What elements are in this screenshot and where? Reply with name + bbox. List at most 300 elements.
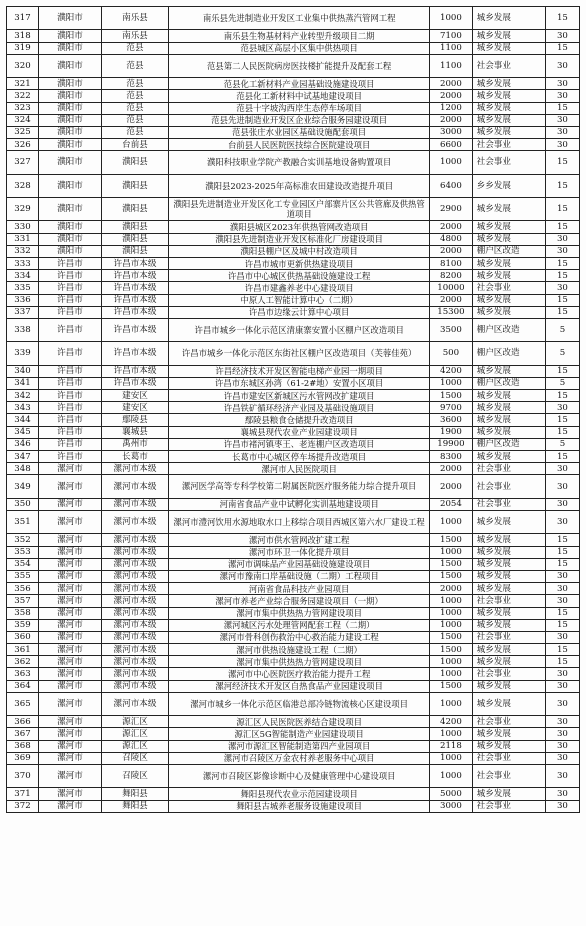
table-row <box>7 414 580 426</box>
years-cell: 30 <box>545 740 579 752</box>
county-cell: 源汇区 <box>101 740 168 752</box>
amount-cell: 2118 <box>430 740 472 752</box>
row-number: 353 <box>7 546 39 558</box>
category-cell: 城乡发展 <box>472 198 545 221</box>
table-row <box>7 114 580 126</box>
county-cell: 许昌市本级 <box>101 282 168 294</box>
county-cell: 漯河市本级 <box>101 668 168 680</box>
years-cell: 15 <box>545 306 579 318</box>
table-row <box>7 451 580 463</box>
project-name-cell: 漯河市澧河饮用水源地取水口上移综合项目西城区第六水厂建设工程 <box>169 511 430 534</box>
category-cell: 城乡发展 <box>472 607 545 619</box>
project-name-cell: 河南省食品产业中试孵化实训基地建设项目 <box>169 498 430 510</box>
amount-cell: 4800 <box>430 233 472 245</box>
category-cell: 城乡发展 <box>472 270 545 282</box>
category-cell: 城乡发展 <box>472 365 545 377</box>
table-row <box>7 607 580 619</box>
years-cell: 30 <box>545 498 579 510</box>
category-cell: 城乡发展 <box>472 534 545 546</box>
table-row <box>7 788 580 800</box>
project-name-cell: 漯河市环卫一体化提升项目 <box>169 546 430 558</box>
years-cell: 15 <box>545 365 579 377</box>
row-number: 371 <box>7 788 39 800</box>
row-number: 343 <box>7 402 39 414</box>
city-cell: 濮阳市 <box>39 198 102 221</box>
category-cell: 社会事业 <box>472 151 545 174</box>
amount-cell: 1000 <box>430 377 472 389</box>
county-cell: 范县 <box>101 102 168 114</box>
amount-cell: 8100 <box>430 258 472 270</box>
years-cell: 15 <box>545 451 579 463</box>
table-row <box>7 102 580 114</box>
table-row <box>7 342 580 365</box>
county-cell: 漯河市本级 <box>101 583 168 595</box>
category-cell: 社会事业 <box>472 139 545 151</box>
table-row <box>7 174 580 197</box>
city-cell: 漯河市 <box>39 607 102 619</box>
county-cell: 漯河市本级 <box>101 534 168 546</box>
years-cell: 30 <box>545 475 579 498</box>
category-cell: 棚户区改造 <box>472 377 545 389</box>
category-cell: 城乡发展 <box>472 570 545 582</box>
city-cell: 漯河市 <box>39 546 102 558</box>
amount-cell: 1100 <box>430 54 472 77</box>
city-cell: 濮阳市 <box>39 102 102 114</box>
amount-cell: 2000 <box>430 78 472 90</box>
category-cell: 社会事业 <box>472 282 545 294</box>
amount-cell: 3000 <box>430 126 472 138</box>
row-number: 364 <box>7 680 39 692</box>
amount-cell: 2000 <box>430 90 472 102</box>
table-row <box>7 126 580 138</box>
years-cell: 5 <box>545 438 579 450</box>
project-name-cell: 漯河市城乡一体化示范区临港总部冷链物流核心区建设项目 <box>169 692 430 715</box>
project-name-cell: 鄢陵县粮食仓储提升改造项目 <box>169 414 430 426</box>
county-cell: 召陵区 <box>101 764 168 787</box>
years-cell: 15 <box>545 414 579 426</box>
category-cell: 城乡发展 <box>472 511 545 534</box>
city-cell: 漯河市 <box>39 644 102 656</box>
years-cell: 30 <box>545 716 579 728</box>
row-number: 352 <box>7 534 39 546</box>
years-cell: 30 <box>545 54 579 77</box>
city-cell: 许昌市 <box>39 377 102 389</box>
county-cell: 范县 <box>101 78 168 90</box>
city-cell: 漯河市 <box>39 631 102 643</box>
city-cell: 漯河市 <box>39 475 102 498</box>
years-cell: 15 <box>545 258 579 270</box>
table-row <box>7 740 580 752</box>
years-cell: 30 <box>545 728 579 740</box>
category-cell: 社会事业 <box>472 631 545 643</box>
project-name-cell: 许昌铁矿循环经济产业园及基础设施项目 <box>169 402 430 414</box>
row-number: 347 <box>7 451 39 463</box>
project-name-cell: 濮阳县先进制造业开发区标准化厂房建设项目 <box>169 233 430 245</box>
project-name-cell: 中原人工智能计算中心（二期） <box>169 294 430 306</box>
amount-cell: 6400 <box>430 174 472 197</box>
amount-cell: 1000 <box>430 728 472 740</box>
project-name-cell: 漯河市供水管网改扩建工程 <box>169 534 430 546</box>
years-cell: 5 <box>545 377 579 389</box>
row-number: 332 <box>7 245 39 257</box>
table-row <box>7 656 580 668</box>
project-name-cell: 范县张庄水业园区基础设施配套项目 <box>169 126 430 138</box>
row-number: 365 <box>7 692 39 715</box>
table-row <box>7 139 580 151</box>
amount-cell: 1500 <box>430 680 472 692</box>
project-name-cell: 许昌市城乡一体化示范区东街社区棚户区改造项目（芙蓉佳苑） <box>169 342 430 365</box>
amount-cell: 2000 <box>430 463 472 475</box>
project-name-cell: 范县十字坡沟西岸生态停车场项目 <box>169 102 430 114</box>
project-name-cell: 许昌市褚河镇枣王、老连棚户区改造项目 <box>169 438 430 450</box>
row-number: 357 <box>7 595 39 607</box>
category-cell: 城乡发展 <box>472 78 545 90</box>
table-row <box>7 558 580 570</box>
table-row <box>7 294 580 306</box>
row-number: 333 <box>7 258 39 270</box>
category-cell: 城乡发展 <box>472 558 545 570</box>
category-cell: 社会事业 <box>472 800 545 812</box>
amount-cell: 4200 <box>430 365 472 377</box>
row-number: 340 <box>7 365 39 377</box>
category-cell: 城乡发展 <box>472 426 545 438</box>
row-number: 327 <box>7 151 39 174</box>
years-cell: 30 <box>545 282 579 294</box>
table-row <box>7 475 580 498</box>
table-row <box>7 258 580 270</box>
amount-cell: 1000 <box>430 619 472 631</box>
city-cell: 濮阳市 <box>39 114 102 126</box>
amount-cell: 1000 <box>430 151 472 174</box>
category-cell: 城乡发展 <box>472 740 545 752</box>
city-cell: 濮阳市 <box>39 42 102 54</box>
county-cell: 建安区 <box>101 402 168 414</box>
county-cell: 舞阳县 <box>101 800 168 812</box>
amount-cell: 1000 <box>430 7 472 30</box>
row-number: 339 <box>7 342 39 365</box>
county-cell: 范县 <box>101 54 168 77</box>
county-cell: 南乐县 <box>101 30 168 42</box>
project-name-cell: 漯河市召陵区影像诊断中心及健康管理中心建设项目 <box>169 764 430 787</box>
category-cell: 城乡发展 <box>472 390 545 402</box>
table-row <box>7 438 580 450</box>
city-cell: 漯河市 <box>39 740 102 752</box>
project-name-cell: 范县化工新材料产业园基础设施建设项目 <box>169 78 430 90</box>
table-row <box>7 151 580 174</box>
project-name-cell: 濮阳县先进制造业开发区化工专业园区户部寨片区公共管廊及供热管道项目 <box>169 198 430 221</box>
amount-cell: 1500 <box>430 631 472 643</box>
county-cell: 许昌市本级 <box>101 318 168 341</box>
category-cell: 城乡发展 <box>472 619 545 631</box>
amount-cell: 1200 <box>430 102 472 114</box>
city-cell: 濮阳市 <box>39 90 102 102</box>
category-cell: 社会事业 <box>472 595 545 607</box>
years-cell: 30 <box>545 463 579 475</box>
years-cell: 30 <box>545 126 579 138</box>
county-cell: 濮阳县 <box>101 245 168 257</box>
amount-cell: 1000 <box>430 546 472 558</box>
years-cell: 30 <box>545 233 579 245</box>
project-name-cell: 许昌经济技术开发区智能电梯产业园一期项目 <box>169 365 430 377</box>
city-cell: 漯河市 <box>39 692 102 715</box>
years-cell: 30 <box>545 583 579 595</box>
category-cell: 城乡发展 <box>472 102 545 114</box>
project-name-cell: 许昌市建安区新城区污水管网改扩建项目 <box>169 390 430 402</box>
years-cell: 30 <box>545 78 579 90</box>
city-cell: 濮阳市 <box>39 245 102 257</box>
city-cell: 许昌市 <box>39 414 102 426</box>
amount-cell: 3600 <box>430 414 472 426</box>
amount-cell: 1000 <box>430 752 472 764</box>
amount-cell: 1000 <box>430 656 472 668</box>
row-number: 319 <box>7 42 39 54</box>
project-name-cell: 漯河市召陵区万金农村养老服务中心项目 <box>169 752 430 764</box>
category-cell: 社会事业 <box>472 716 545 728</box>
county-cell: 濮阳县 <box>101 233 168 245</box>
row-number: 367 <box>7 728 39 740</box>
project-name-cell: 南乐县生物基材料产业转型升级项目二期 <box>169 30 430 42</box>
years-cell: 15 <box>545 151 579 174</box>
row-number: 351 <box>7 511 39 534</box>
project-name-cell: 许昌市建鑫养老中心建设项目 <box>169 282 430 294</box>
table-row <box>7 534 580 546</box>
city-cell: 漯河市 <box>39 668 102 680</box>
county-cell: 台前县 <box>101 139 168 151</box>
category-cell: 社会事业 <box>472 475 545 498</box>
city-cell: 许昌市 <box>39 402 102 414</box>
project-name-cell: 漯河市调味品产业园基础设施建设项目 <box>169 558 430 570</box>
city-cell: 濮阳市 <box>39 139 102 151</box>
table-row <box>7 716 580 728</box>
county-cell: 许昌市本级 <box>101 258 168 270</box>
city-cell: 漯河市 <box>39 752 102 764</box>
amount-cell: 1000 <box>430 595 472 607</box>
amount-cell: 1000 <box>430 692 472 715</box>
category-cell: 城乡发展 <box>472 7 545 30</box>
project-name-cell: 漯河市中心医院医疗救治能力提升工程 <box>169 668 430 680</box>
project-name-cell: 舞阳县现代农业示范园建设项目 <box>169 788 430 800</box>
amount-cell: 19900 <box>430 438 472 450</box>
table-row <box>7 78 580 90</box>
project-name-cell: 范县先进制造业开发区企业综合服务园建设项目 <box>169 114 430 126</box>
category-cell: 社会事业 <box>472 752 545 764</box>
years-cell: 15 <box>545 607 579 619</box>
row-number: 337 <box>7 306 39 318</box>
amount-cell: 8200 <box>430 270 472 282</box>
years-cell: 30 <box>545 800 579 812</box>
amount-cell: 2000 <box>430 221 472 233</box>
category-cell: 城乡发展 <box>472 680 545 692</box>
category-cell: 棚户区改造 <box>472 245 545 257</box>
table-row <box>7 680 580 692</box>
county-cell: 许昌市本级 <box>101 270 168 282</box>
project-name-cell: 襄城县现代农业产业园建设项目 <box>169 426 430 438</box>
row-number: 334 <box>7 270 39 282</box>
category-cell: 社会事业 <box>472 54 545 77</box>
years-cell: 15 <box>545 558 579 570</box>
years-cell: 30 <box>545 114 579 126</box>
years-cell: 15 <box>545 426 579 438</box>
amount-cell: 7100 <box>430 30 472 42</box>
county-cell: 漯河市本级 <box>101 546 168 558</box>
city-cell: 濮阳市 <box>39 233 102 245</box>
years-cell: 15 <box>545 42 579 54</box>
table-row <box>7 595 580 607</box>
row-number: 331 <box>7 233 39 245</box>
table-row <box>7 619 580 631</box>
county-cell: 漯河市本级 <box>101 619 168 631</box>
table-row <box>7 282 580 294</box>
row-number: 349 <box>7 475 39 498</box>
city-cell: 许昌市 <box>39 318 102 341</box>
county-cell: 漯河市本级 <box>101 498 168 510</box>
amount-cell: 4200 <box>430 716 472 728</box>
category-cell: 城乡发展 <box>472 30 545 42</box>
city-cell: 漯河市 <box>39 511 102 534</box>
amount-cell: 500 <box>430 342 472 365</box>
table-row <box>7 631 580 643</box>
city-cell: 漯河市 <box>39 619 102 631</box>
row-number: 323 <box>7 102 39 114</box>
county-cell: 许昌市本级 <box>101 294 168 306</box>
years-cell: 30 <box>545 402 579 414</box>
years-cell: 15 <box>545 7 579 30</box>
county-cell: 漯河市本级 <box>101 570 168 582</box>
amount-cell: 1900 <box>430 426 472 438</box>
row-number: 326 <box>7 139 39 151</box>
category-cell: 棚户区改造 <box>472 342 545 365</box>
city-cell: 漯河市 <box>39 498 102 510</box>
amount-cell: 3000 <box>430 800 472 812</box>
city-cell: 漯河市 <box>39 764 102 787</box>
project-name-cell: 河南省食品科技产业园项目 <box>169 583 430 595</box>
amount-cell: 1500 <box>430 644 472 656</box>
amount-cell: 6600 <box>430 139 472 151</box>
table-row <box>7 752 580 764</box>
table-row <box>7 245 580 257</box>
table-row <box>7 390 580 402</box>
county-cell: 漯河市本级 <box>101 475 168 498</box>
project-name-cell: 台前县人民医院医技综合医院建设项目 <box>169 139 430 151</box>
row-number: 328 <box>7 174 39 197</box>
years-cell: 30 <box>545 595 579 607</box>
table-row <box>7 377 580 389</box>
county-cell: 濮阳县 <box>101 174 168 197</box>
city-cell: 漯河市 <box>39 680 102 692</box>
city-cell: 漯河市 <box>39 463 102 475</box>
city-cell: 漯河市 <box>39 716 102 728</box>
county-cell: 漯河市本级 <box>101 656 168 668</box>
project-name-cell: 范县第二人民医院病房医技楼扩能提升及配套工程 <box>169 54 430 77</box>
row-number: 341 <box>7 377 39 389</box>
row-number: 317 <box>7 7 39 30</box>
city-cell: 漯河市 <box>39 656 102 668</box>
category-cell: 城乡发展 <box>472 233 545 245</box>
row-number: 338 <box>7 318 39 341</box>
county-cell: 漯河市本级 <box>101 463 168 475</box>
years-cell: 15 <box>545 546 579 558</box>
table-row <box>7 463 580 475</box>
years-cell: 15 <box>545 619 579 631</box>
city-cell: 濮阳市 <box>39 126 102 138</box>
amount-cell: 1500 <box>430 390 472 402</box>
category-cell: 城乡发展 <box>472 258 545 270</box>
amount-cell: 2000 <box>430 294 472 306</box>
city-cell: 许昌市 <box>39 365 102 377</box>
table-row <box>7 800 580 812</box>
amount-cell: 1000 <box>430 764 472 787</box>
county-cell: 召陵区 <box>101 752 168 764</box>
table-row <box>7 233 580 245</box>
project-name-cell: 漯河市源汇区智能制造第四产业园项目 <box>169 740 430 752</box>
project-name-cell: 漯河市供热设施建设工程（二期） <box>169 644 430 656</box>
county-cell: 南乐县 <box>101 7 168 30</box>
row-number: 329 <box>7 198 39 221</box>
category-cell: 城乡发展 <box>472 306 545 318</box>
amount-cell: 1100 <box>430 42 472 54</box>
years-cell: 15 <box>545 294 579 306</box>
county-cell: 漯河市本级 <box>101 595 168 607</box>
project-name-cell: 漯河城区污水处理管网配套工程（二期） <box>169 619 430 631</box>
row-number: 336 <box>7 294 39 306</box>
table-row <box>7 728 580 740</box>
city-cell: 濮阳市 <box>39 78 102 90</box>
amount-cell: 1000 <box>430 511 472 534</box>
years-cell: 30 <box>545 570 579 582</box>
project-name-cell: 范县化工新材料中试基地建设项目 <box>169 90 430 102</box>
project-name-cell: 漯河市骨科创伤救治中心救治能力建设工程 <box>169 631 430 643</box>
row-number: 322 <box>7 90 39 102</box>
project-name-cell: 南乐县先进制造业开发区工业集中供热蒸汽管网工程 <box>169 7 430 30</box>
years-cell: 30 <box>545 668 579 680</box>
county-cell: 濮阳县 <box>101 221 168 233</box>
city-cell: 许昌市 <box>39 258 102 270</box>
city-cell: 许昌市 <box>39 270 102 282</box>
years-cell: 30 <box>545 692 579 715</box>
county-cell: 许昌市本级 <box>101 342 168 365</box>
amount-cell: 1000 <box>430 668 472 680</box>
years-cell: 30 <box>545 631 579 643</box>
row-number: 321 <box>7 78 39 90</box>
category-cell: 社会事业 <box>472 463 545 475</box>
city-cell: 许昌市 <box>39 451 102 463</box>
category-cell: 乡乡发展 <box>472 174 545 197</box>
category-cell: 城乡发展 <box>472 546 545 558</box>
project-name-cell: 许昌市城市更新供热建设项目 <box>169 258 430 270</box>
project-name-cell: 长葛市中心城区停车场提升改造项目 <box>169 451 430 463</box>
years-cell: 15 <box>545 198 579 221</box>
county-cell: 长葛市 <box>101 451 168 463</box>
row-number: 346 <box>7 438 39 450</box>
city-cell: 濮阳市 <box>39 151 102 174</box>
years-cell: 30 <box>545 511 579 534</box>
project-name-cell: 漯河市集中供热热力管网建设项目 <box>169 656 430 668</box>
category-cell: 城乡发展 <box>472 644 545 656</box>
city-cell: 漯河市 <box>39 558 102 570</box>
county-cell: 源汇区 <box>101 716 168 728</box>
city-cell: 许昌市 <box>39 390 102 402</box>
city-cell: 许昌市 <box>39 426 102 438</box>
row-number: 350 <box>7 498 39 510</box>
project-name-cell: 濮阳县城区2023年供热管网改造项目 <box>169 221 430 233</box>
county-cell: 襄城县 <box>101 426 168 438</box>
city-cell: 漯河市 <box>39 788 102 800</box>
table-row <box>7 365 580 377</box>
table-body <box>7 7 580 813</box>
county-cell: 源汇区 <box>101 728 168 740</box>
years-cell: 30 <box>545 90 579 102</box>
amount-cell: 8300 <box>430 451 472 463</box>
